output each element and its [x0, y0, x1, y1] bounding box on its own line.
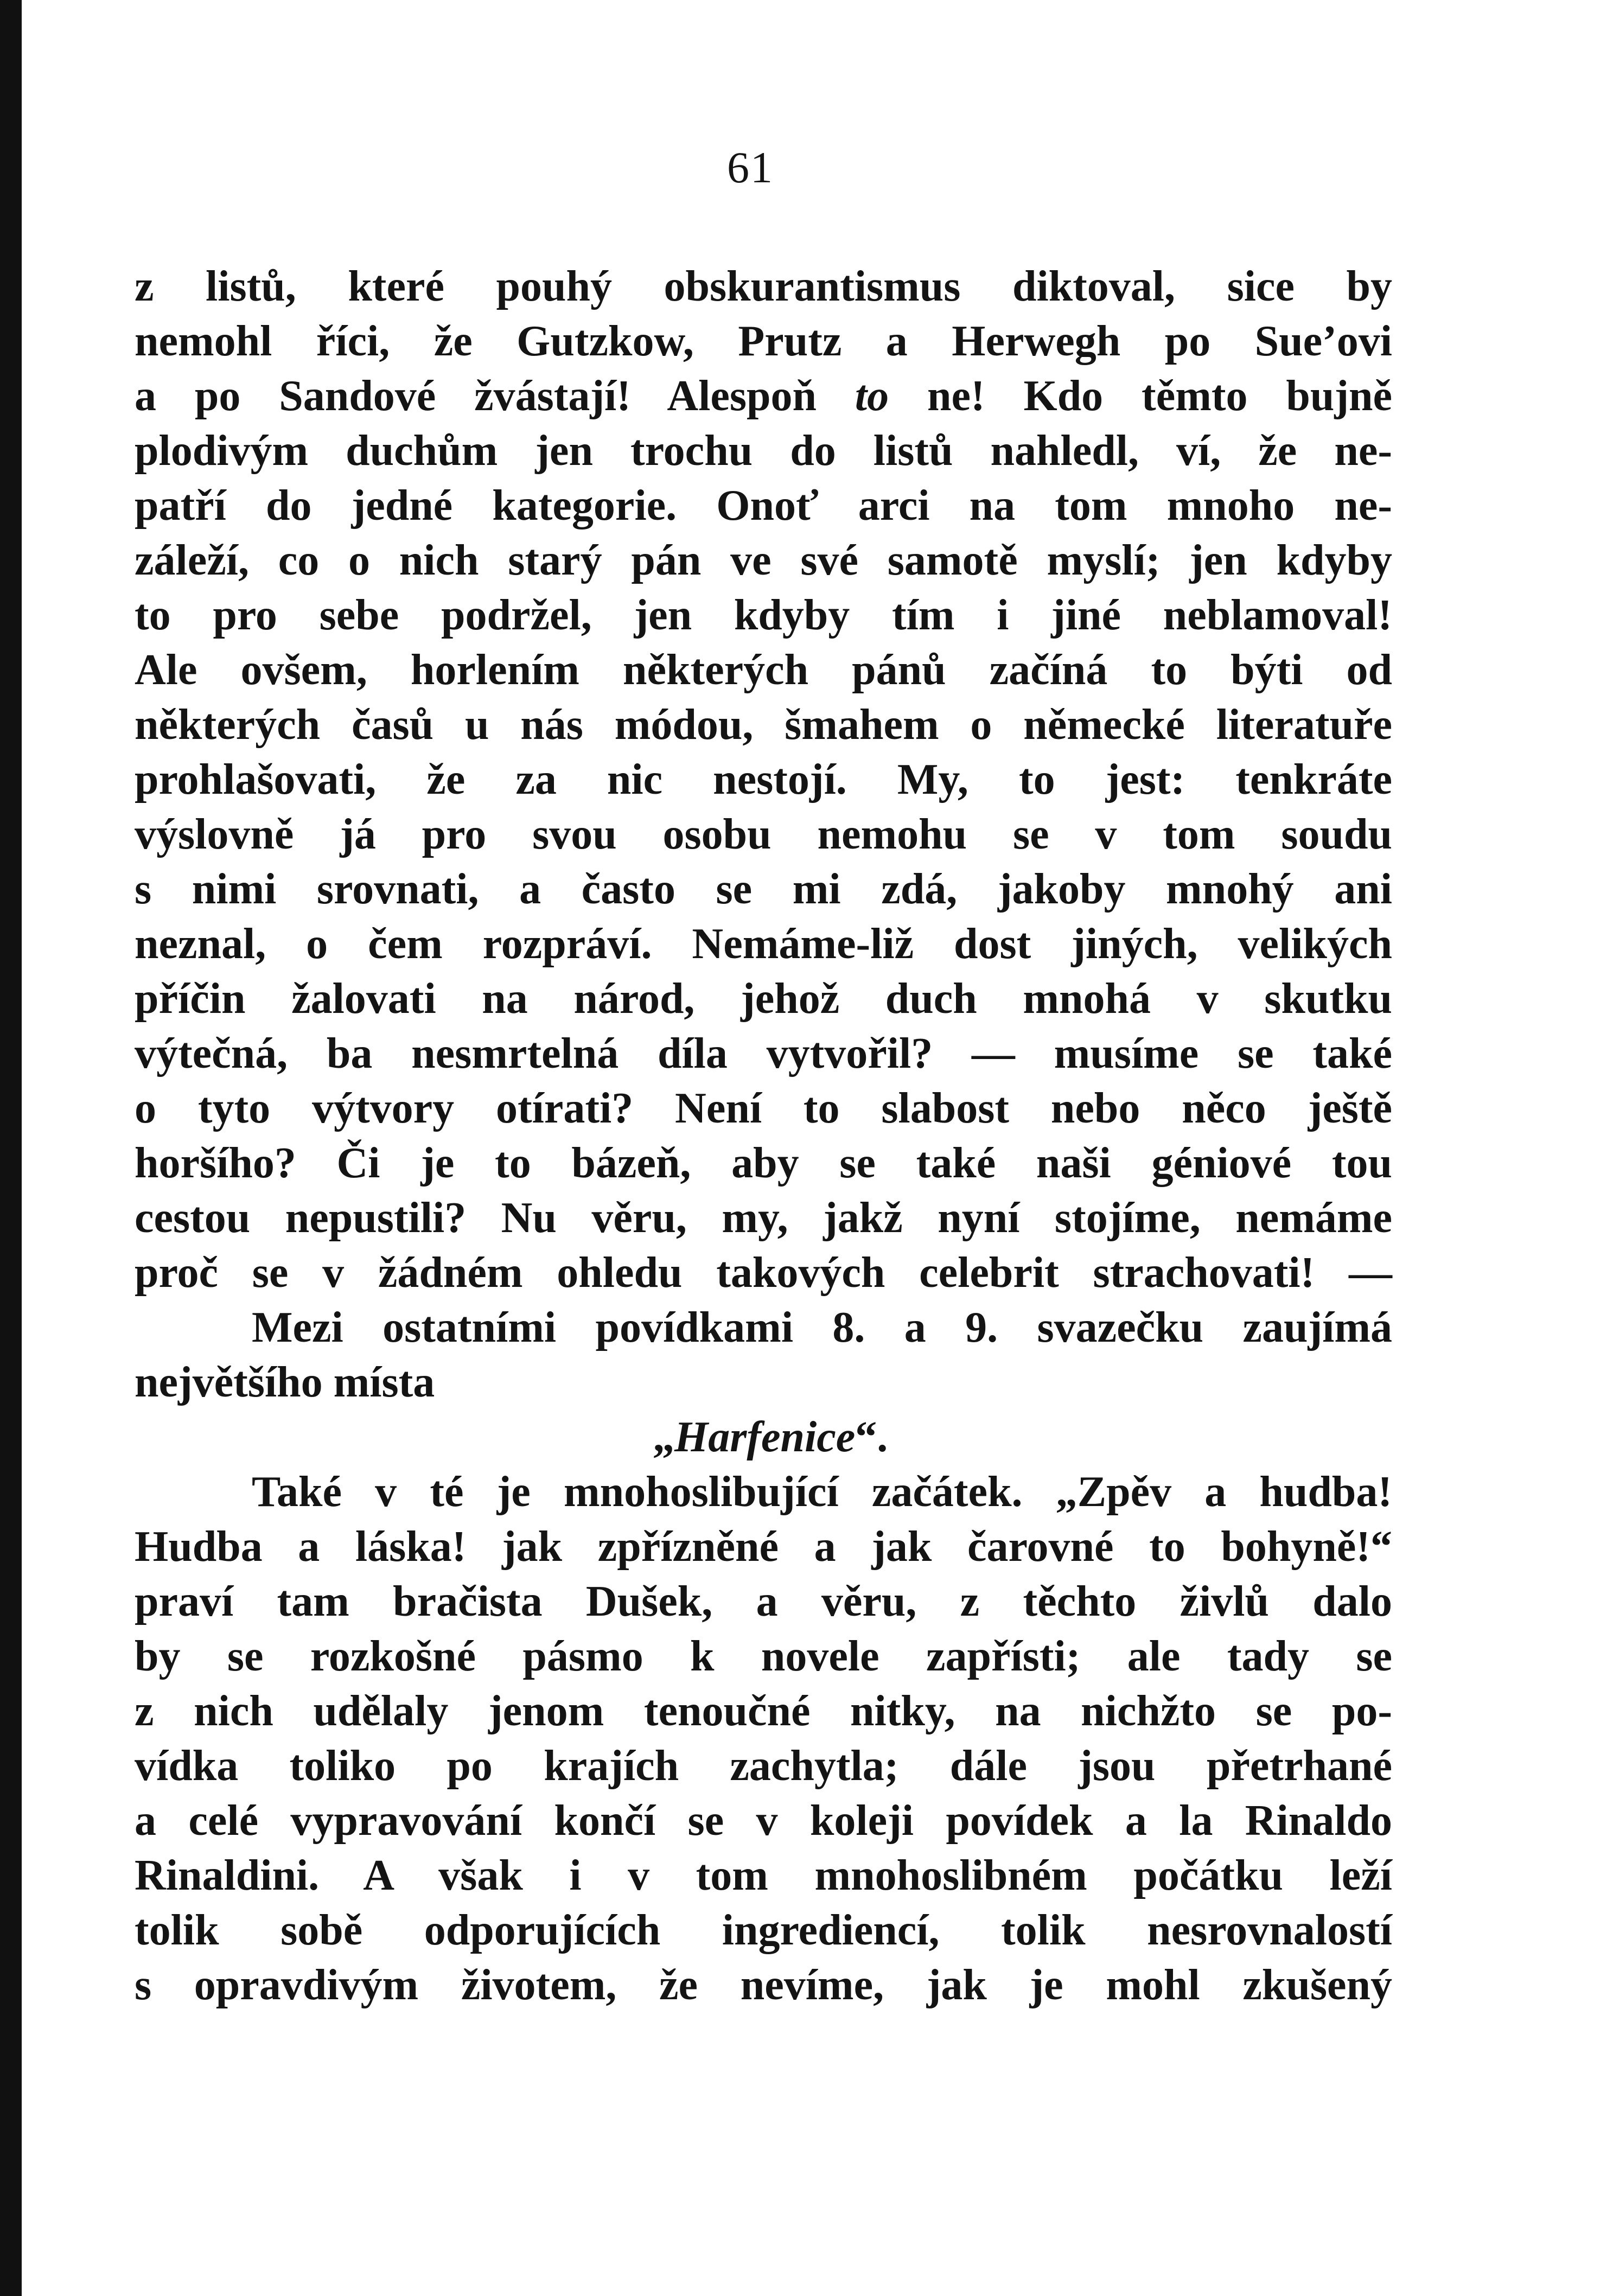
text-line: to pro sebe podržel, jen kdyby tím i jiné neblamoval!	[135, 591, 1392, 639]
body-text	[135, 259, 1392, 2013]
text-line: Ale ovšem, horlením některých pánů začíná to býti od	[135, 646, 1392, 694]
text-line: z listů, které pouhý obskurantismus diktoval, sice by	[135, 263, 1392, 310]
text-line: proč se v žádném ohledu takových celebrit strachovati! —	[135, 1249, 1392, 1297]
text-line: některých časů u nás módou, šmahem o německé literatuře	[135, 701, 1392, 749]
text-segment: ne! Kdo těmto bujně	[889, 372, 1392, 420]
section-title	[135, 1410, 1392, 1465]
text-line: Hudba a láska! jak zpřízněné a jak čarovné to bohyně!“	[135, 1523, 1392, 1571]
text-line: nemohl říci, že Gutzkow, Prutz a Herwegh po Sue’ovi	[135, 317, 1392, 365]
text-segment: a po Sandové žvástají! Alespoň	[135, 372, 855, 420]
emphasized-word: to	[855, 372, 889, 420]
text-line: prohlašovati, že za nic nestojí. My, to jest: tenkráte	[135, 756, 1392, 803]
text-line: by se rozkošné pásmo k novele zapřísti; ale tady se	[135, 1632, 1392, 1680]
text-line: Mezi ostatními povídkami 8. a 9. svazečku zaujímá	[252, 1304, 1392, 1351]
text-line	[135, 369, 1392, 424]
text-line: tolik sobě odporujících ingrediencí, tolik nesrovnalostí	[135, 1906, 1392, 1954]
text-line: s opravdivým životem, že nevíme, jak je mohl zkušený	[135, 1961, 1392, 2009]
title-close-quote: “.	[855, 1413, 888, 1461]
text-line: a celé vypravování končí se v koleji povídek a la Rinaldo	[135, 1797, 1392, 1845]
left-page-border	[0, 0, 22, 2296]
title-text: Harfenice	[674, 1413, 856, 1461]
text-line: neznal, o čem rozpráví. Nemáme-liž dost jiných, velikých	[135, 920, 1392, 968]
text-line: Také v té je mnohoslibující začátek. „Zpěv a hudba!	[252, 1468, 1392, 1516]
text-line: příčin žalovati na národ, jehož duch mnohá v skutku	[135, 975, 1392, 1023]
text-line: vídka toliko po krajích zachytla; dále jsou přetrhané	[135, 1742, 1392, 1790]
paragraph-3	[135, 1465, 1392, 2013]
text-line: největšího místa	[135, 1359, 435, 1406]
text-line: plodivým duchům jen trochu do listů nahledl, ví, že ne-	[135, 427, 1392, 475]
text-line: patří do jedné kategorie. Onoť arci na tom mnoho ne-	[135, 482, 1392, 530]
text-line: o tyto výtvory otírati? Není to slabost nebo něco ještě	[135, 1085, 1392, 1132]
text-line: výtečná, ba nesmrtelná díla vytvořil? — musíme se také	[135, 1030, 1392, 1077]
text-line: praví tam bračista Dušek, a věru, z těchto živlů dalo	[135, 1578, 1392, 1625]
title-open-quote: „	[653, 1413, 674, 1461]
text-line: z nich udělaly jenom tenoučné nitky, na nichžto se po-	[135, 1687, 1392, 1735]
text-line: s nimi srovnati, a často se mi zdá, jakoby mnohý ani	[135, 865, 1392, 913]
text-line: záleží, co o nich starý pán ve své samotě myslí; jen kdyby	[135, 537, 1392, 584]
text-line: výslovně já pro svou osobu nemohu se v tom soudu	[135, 811, 1392, 858]
text-line: Rinaldini. A však i v tom mnohoslibném počátku leží	[135, 1852, 1392, 1899]
page-number: 61	[727, 143, 774, 192]
text-line: horšího? Či je to bázeň, aby se také naši géniové tou	[135, 1139, 1392, 1187]
text-line: cestou nepustili? Nu věru, my, jakž nyní stojíme, nemáme	[135, 1194, 1392, 1242]
paragraph-1	[135, 259, 1392, 1300]
paragraph-2	[135, 1300, 1392, 1410]
